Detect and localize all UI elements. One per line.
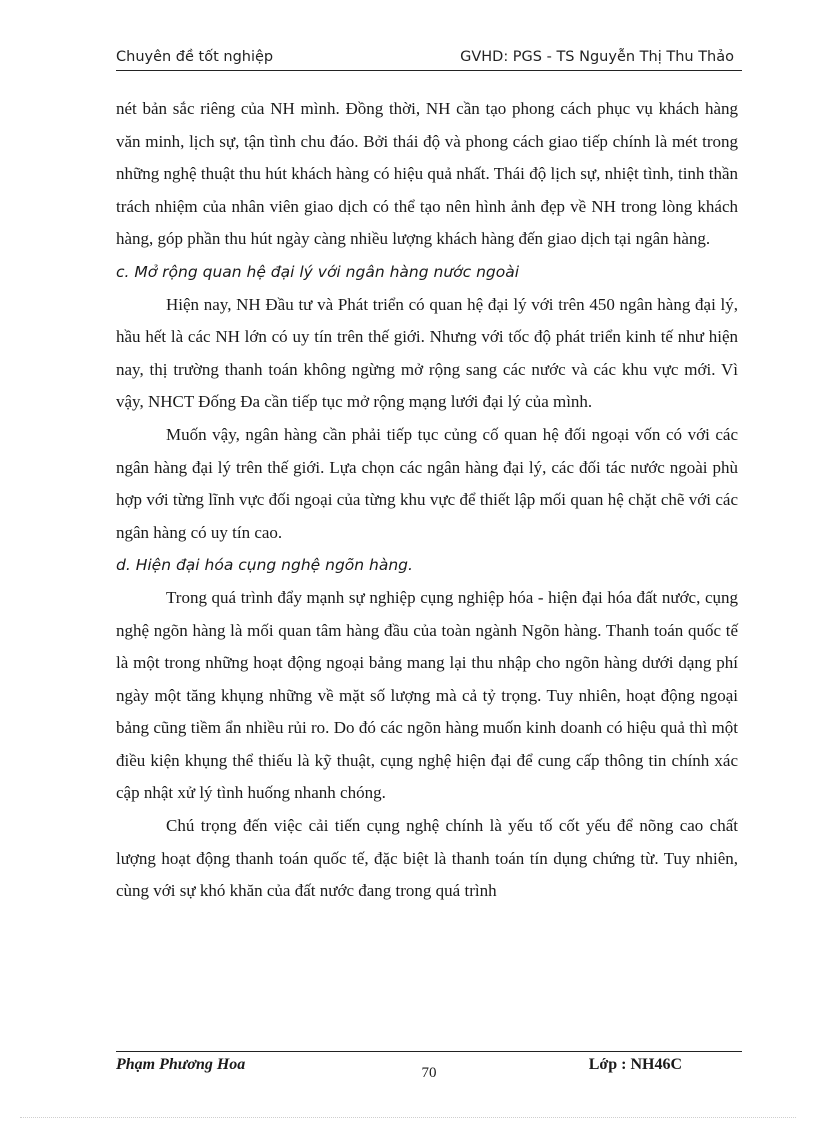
paragraph-3: Muốn vậy, ngân hàng cần phải tiếp tục củng cố quan hệ đối ngoại vốn có với các ngân hàng đại lý trên thế giới. Lựa chọn các ngân hàng đại lý, các đối tác nước ngoài phù hợp với từng lĩnh vực đối ngoại của từng khu vực để thiết lập mối quan hệ chặt chẽ với các ngân hàng có uy tín cao. xyxy=(116,424,738,542)
section-heading-c: c. Mở rộng quan hệ đại lý với ngân hàng nước ngoài xyxy=(116,262,520,281)
page-body xyxy=(116,93,738,908)
document-title: Chuyên đề tốt nghiệp xyxy=(116,49,274,65)
page-header xyxy=(116,46,742,71)
supervisor-label: GVHD: PGS - TS Nguyễn Thị Thu Thảo xyxy=(460,49,734,65)
bottom-dotted-border xyxy=(20,1117,796,1118)
page-footer xyxy=(116,1051,742,1092)
page-number: 70 xyxy=(421,1065,437,1081)
author-name: Phạm Phương Hoa xyxy=(116,1056,246,1073)
paragraph-2: Hiện nay, NH Đầu tư và Phát triển có quan hệ đại lý với trên 450 ngân hàng đại lý, hầu hết là các NH lớn có uy tín trên thế giới. Nhưng với tốc độ phát triển kinh tế như hiện nay, thị trường thanh toán không ngừng mở rộng sang các nước và các khu vực mới. Vì vậy, NHCT Đống Đa cần tiếp tục mở rộng mạng lưới đại lý của mình. xyxy=(116,294,738,412)
paragraph-1: nét bản sắc riêng của NH mình. Đồng thời, NH cần tạo phong cách phục vụ khách hàng văn minh, lịch sự, tận tình chu đáo. Bởi thái độ và phong cách giao tiếp chính là mét trong những nghệ thuật thu hút khách hàng có hiệu quả nhất. Thái độ lịch sự, nhiệt tình, tinh thần trách nhiệm của nhân viên giao dịch có thể tạo nên hình ảnh đẹp về NH trong lòng khách hàng, góp phần thu hút ngày càng nhiều lượng khách hàng đến giao dịch tại ngân hàng. xyxy=(116,99,738,249)
section-heading-d: d. Hiện đại hóa cụng nghệ ngõn hàng. xyxy=(116,556,413,575)
paragraph-4: Trong quá trình đẩy mạnh sự nghiệp cụng nghiệp hóa - hiện đại hóa đất nước, cụng nghệ ngõn hàng là mối quan tâm hàng đầu của toàn ngành Ngõn hàng. Thanh toán quốc tế là một trong những hoạt động ngoại bảng mang lại thu nhập cho ngõn hàng dưới dạng phí ngày một tăng khụng những về mặt số lượng mà cả tỷ trọng. Tuy nhiên, hoạt động ngoại bảng cũng tiềm ẩn nhiều rủi ro. Do đó các ngõn hàng muốn kinh doanh có hiệu quả thì một điều kiện khụng thể thiếu là kỹ thuật, cụng nghệ hiện đại để cung cấp thông tin chính xác cập nhật xử lý tình huống nhanh chóng. xyxy=(116,587,738,803)
paragraph-5: Chú trọng đến việc cải tiến cụng nghệ chính là yếu tố cốt yếu để nõng cao chất lượng hoạt động thanh toán quốc tế, đặc biệt là thanh toán tín dụng chứng từ. Tuy nhiên, cùng với sự khó khăn của đất nước đang trong quá trình xyxy=(116,816,738,901)
class-label: Lớp : NH46C xyxy=(588,1056,682,1073)
